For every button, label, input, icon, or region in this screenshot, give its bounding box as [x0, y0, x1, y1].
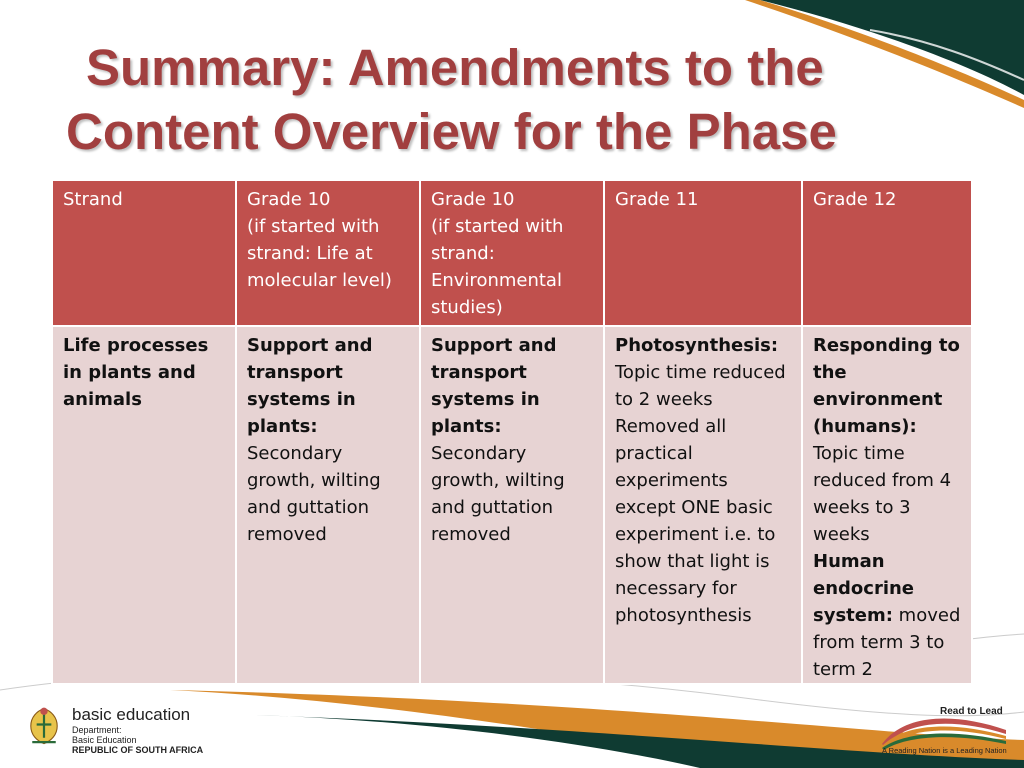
cell-grade10-environmental: Support and transport systems in plants: Secondary growth, wilting and guttation removed — [420, 326, 604, 684]
header-grade11: Grade 11 — [604, 180, 802, 326]
header-grade10-environmental: Grade 10 (if started with strand: Environmental studies) — [420, 180, 604, 326]
table-header-row — [52, 180, 972, 326]
title-line-2: Content Overview for the Phase — [66, 103, 837, 160]
coat-of-arms-icon — [22, 698, 66, 754]
cell-grade12: Responding to the environment (humans): Topic time reduced from 4 weeks to 3 weeks Human endocrine system: moved from term 3 to term 2 — [802, 326, 972, 684]
amendments-table — [51, 179, 973, 685]
slide-title — [66, 36, 966, 164]
cell-grade10-molecular: Support and transport systems in plants: Secondary growth, wilting and guttation removed — [236, 326, 420, 684]
department-label: basic education Department: Basic Education REPUBLIC OF SOUTH AFRICA — [72, 705, 204, 755]
header-grade12: Grade 12 — [802, 180, 972, 326]
cell-grade11: Photosynthesis: Topic time reduced to 2 weeks Removed all practical experiments except ONE basic experiment i.e. to show that light is necessary for photosynthesis — [604, 326, 802, 684]
cell-strand: Life processes in plants and animals — [52, 326, 236, 684]
title-line-1: Summary: Amendments to the — [86, 39, 824, 96]
read-to-lead-logo: Read to Lead A Reading Nation is a Leading Nation — [874, 700, 1014, 762]
header-strand: Strand — [52, 180, 236, 326]
header-grade10-molecular: Grade 10 (if started with strand: Life at molecular level) — [236, 180, 420, 326]
table-row — [52, 326, 972, 684]
